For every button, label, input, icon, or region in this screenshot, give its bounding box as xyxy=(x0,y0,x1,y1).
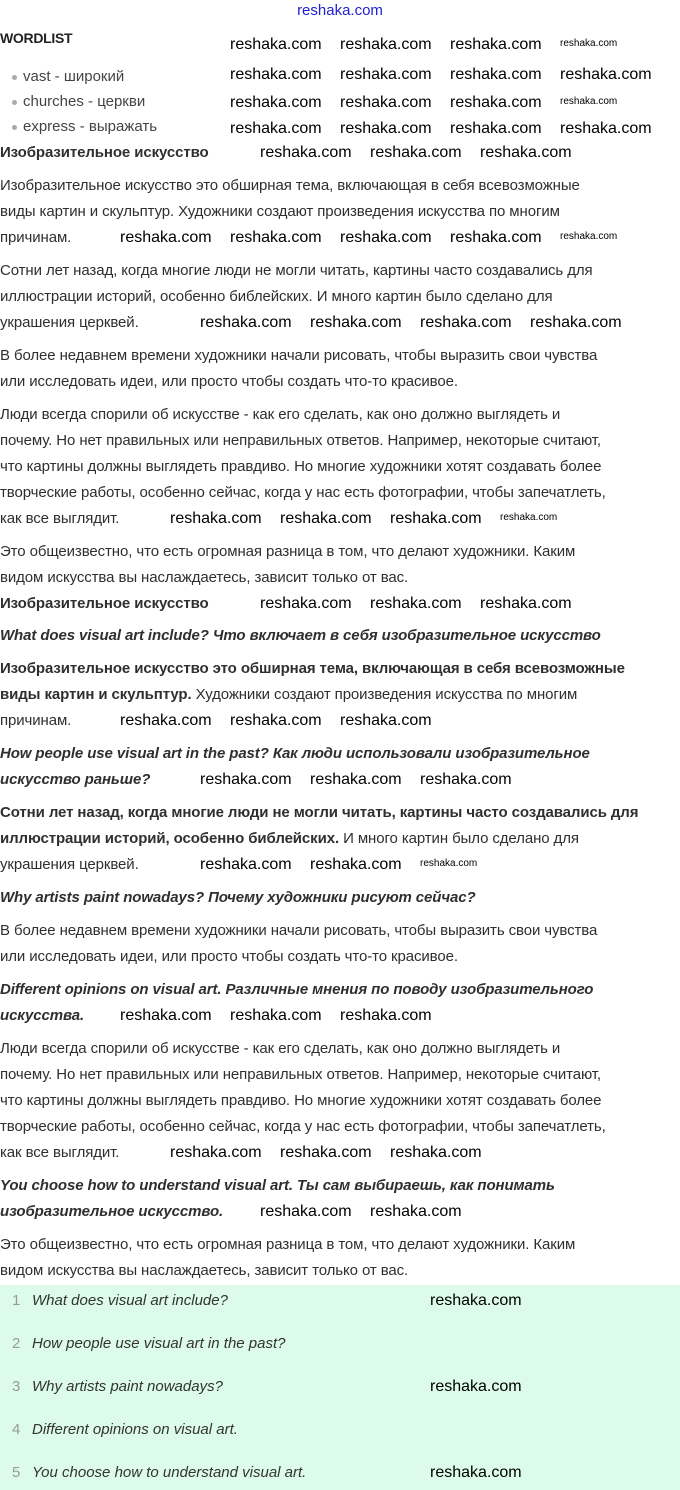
text-line xyxy=(0,852,139,878)
watermark: reshaka.com xyxy=(230,712,322,729)
question-number: 5 xyxy=(12,1464,21,1481)
watermark: reshaka.com xyxy=(560,96,618,107)
text-line xyxy=(0,741,590,767)
watermark: reshaka.com xyxy=(230,229,322,246)
watermark: reshaka.com xyxy=(120,229,212,246)
regular-text: украшения церквей. xyxy=(0,314,139,331)
watermark: reshaka.com xyxy=(390,1144,482,1161)
text-line xyxy=(0,656,625,682)
regular-text: Люди всегда спорили об искусстве - как его сделать, как оно должно выглядеть и xyxy=(0,406,561,423)
section-heading xyxy=(0,140,209,166)
watermark: reshaka.com xyxy=(260,1203,352,1220)
watermark: reshaka.com xyxy=(370,144,462,161)
question-number: 4 xyxy=(12,1421,21,1438)
watermark: reshaka.com xyxy=(450,94,542,111)
question-item xyxy=(12,1288,228,1314)
watermark: reshaka.com xyxy=(450,229,542,246)
regular-text: или исследовать идеи, или просто чтобы создать что-то красивое. xyxy=(0,948,458,965)
regular-text: What does visual art include? Что включает в себя изобразительное искусство xyxy=(0,627,601,644)
watermark: reshaka.com xyxy=(280,1144,372,1161)
watermark: reshaka.com xyxy=(260,144,352,161)
regular-text: причинам. xyxy=(0,712,72,729)
regular-text: иллюстрации историй, особенно библейских. И много картин было сделано для xyxy=(0,288,553,305)
regular-text: Художники создают произведения искусства по многим xyxy=(191,686,578,703)
question-item xyxy=(12,1331,285,1357)
text-line xyxy=(0,199,560,225)
text-line xyxy=(0,310,139,336)
question-number: 2 xyxy=(12,1335,21,1352)
text-line xyxy=(0,428,601,454)
section-heading xyxy=(0,591,209,617)
regular-text: причинам. xyxy=(0,229,72,246)
regular-text: Изобразительное искусство xyxy=(0,595,209,612)
text-line xyxy=(0,1199,223,1225)
regular-text: В более недавнем времени художники начали рисовать, чтобы выразить свои чувства xyxy=(0,347,598,364)
regular-text: Это общеизвестно, что есть огромная разница в том, что делают художники. Каким xyxy=(0,1236,576,1253)
bullet-icon xyxy=(12,100,17,105)
question-number: 1 xyxy=(12,1292,21,1309)
question-item xyxy=(12,1417,238,1443)
watermark: reshaka.com xyxy=(230,120,322,137)
text-line xyxy=(0,708,71,734)
watermark: reshaka.com xyxy=(230,36,322,53)
watermark: reshaka.com xyxy=(530,314,622,331)
regular-text: почему. Но нет правильных или неправильных ответов. Например, некоторые считают, xyxy=(0,432,601,449)
watermark: reshaka.com xyxy=(310,856,402,873)
bullet-icon xyxy=(12,75,17,80)
watermark: reshaka.com xyxy=(340,66,432,83)
watermark: reshaka.com xyxy=(560,38,618,49)
question-text: Why artists paint nowadays? xyxy=(32,1378,223,1395)
watermark: reshaka.com xyxy=(200,314,292,331)
wordlist-item xyxy=(12,114,157,139)
regular-text: украшения церквей. xyxy=(0,856,139,873)
paragraph xyxy=(0,539,575,591)
regular-text: How people use visual art in the past? Как люди использовали изобразительное xyxy=(0,745,590,762)
paragraph xyxy=(0,343,597,395)
text-line xyxy=(0,1173,555,1199)
regular-text: изобразительное искусство. xyxy=(0,1203,224,1220)
watermark: reshaka.com xyxy=(500,512,558,523)
question-item xyxy=(12,1374,223,1400)
watermark: reshaka.com xyxy=(310,771,402,788)
text-line xyxy=(0,140,209,166)
text-line xyxy=(0,1140,119,1166)
regular-text: почему. Но нет правильных или неправильных ответов. Например, некоторые считают, xyxy=(0,1066,601,1083)
watermark: reshaka.com xyxy=(430,1292,522,1309)
watermark: reshaka.com xyxy=(230,94,322,111)
regular-text: что картины должны выглядеть правдиво. Но многие художники хотят создавать более xyxy=(0,1092,602,1109)
watermark: reshaka.com xyxy=(230,1007,322,1024)
wordlist-title: WORDLIST xyxy=(0,30,73,46)
regular-text: Люди всегда спорили об искусстве - как его сделать, как оно должно выглядеть и xyxy=(0,1040,561,1057)
regular-text: как все выглядит. xyxy=(0,510,120,527)
question-text: How people use visual art in the past? xyxy=(32,1335,286,1352)
text-line xyxy=(0,800,638,826)
bold-text: виды картин и скульптур. xyxy=(0,686,192,703)
question-item xyxy=(12,1460,306,1486)
watermark: reshaka.com xyxy=(560,66,652,83)
question-heading xyxy=(0,885,476,911)
watermark: reshaka.com xyxy=(120,712,212,729)
text-line xyxy=(0,402,560,428)
text-line xyxy=(0,1114,606,1140)
watermark: reshaka.com xyxy=(120,1007,212,1024)
question-heading xyxy=(0,623,601,649)
wordlist-item-text: vast - широкий xyxy=(23,68,125,85)
watermark: reshaka.com xyxy=(170,1144,262,1161)
watermark: reshaka.com xyxy=(420,858,478,869)
text-line xyxy=(0,1258,408,1284)
watermark: reshaka.com xyxy=(480,144,572,161)
regular-text: творческие работы, особенно сейчас, когда у нас есть фотографии, чтобы запечатлеть, xyxy=(0,484,606,501)
regular-text: Это общеизвестно, что есть огромная разница в том, что делают художники. Каким xyxy=(0,543,576,560)
watermark: reshaka.com xyxy=(370,1203,462,1220)
regular-text: Изобразительное искусство это обширная тема, включающая в себя всевозможные xyxy=(0,177,580,194)
text-line xyxy=(0,369,458,395)
text-line xyxy=(0,918,597,944)
text-line xyxy=(0,173,580,199)
watermark-top: reshaka.com xyxy=(297,2,383,19)
text-line xyxy=(0,1036,560,1062)
text-line xyxy=(0,258,593,284)
watermark: reshaka.com xyxy=(560,231,618,242)
question-text: You choose how to understand visual art. xyxy=(32,1464,307,1481)
watermark: reshaka.com xyxy=(560,120,652,137)
text-line xyxy=(0,225,71,251)
text-line xyxy=(0,284,553,310)
watermark: reshaka.com xyxy=(340,94,432,111)
text-line xyxy=(0,565,408,591)
text-line xyxy=(0,944,458,970)
watermark: reshaka.com xyxy=(230,66,322,83)
watermark: reshaka.com xyxy=(420,771,512,788)
regular-text: В более недавнем времени художники начали рисовать, чтобы выразить свои чувства xyxy=(0,922,598,939)
watermark: reshaka.com xyxy=(310,314,402,331)
regular-text: как все выглядит. xyxy=(0,1144,120,1161)
watermark: reshaka.com xyxy=(340,712,432,729)
text-line xyxy=(0,885,476,911)
text-line xyxy=(0,343,597,369)
text-line xyxy=(0,1003,84,1029)
watermark: reshaka.com xyxy=(430,1378,522,1395)
text-line xyxy=(0,682,577,708)
regular-text: Сотни лет назад, когда многие люди не могли читать, картины часто создавались для xyxy=(0,262,593,279)
paragraph xyxy=(0,918,597,970)
watermark: reshaka.com xyxy=(280,510,372,527)
watermark: reshaka.com xyxy=(390,510,482,527)
wordlist xyxy=(12,64,157,139)
bullet-icon xyxy=(12,125,17,130)
regular-text: или исследовать идеи, или просто чтобы создать что-то красивое. xyxy=(0,373,458,390)
text-line xyxy=(0,767,150,793)
regular-text: Изобразительное искусство xyxy=(0,144,209,161)
watermark: reshaka.com xyxy=(370,595,462,612)
text-line xyxy=(0,591,209,617)
bold-text: Сотни лет назад, когда многие люди не могли читать, картины часто создавались для xyxy=(0,804,639,821)
watermark: reshaka.com xyxy=(340,1007,432,1024)
watermark: reshaka.com xyxy=(480,595,572,612)
text-line xyxy=(0,977,593,1003)
text-line xyxy=(0,826,579,852)
regular-text: что картины должны выглядеть правдиво. Но многие художники хотят создавать более xyxy=(0,458,602,475)
paragraph xyxy=(0,1232,575,1284)
text-line xyxy=(0,539,575,565)
watermark: reshaka.com xyxy=(450,66,542,83)
wordlist-item xyxy=(12,89,145,114)
regular-text: искусство раньше? xyxy=(0,771,151,788)
watermark: reshaka.com xyxy=(260,595,352,612)
watermark: reshaka.com xyxy=(450,120,542,137)
watermark: reshaka.com xyxy=(340,120,432,137)
wordlist-item-text: express - выражать xyxy=(23,118,158,135)
regular-text: виды картин и скульптур. Художники создают произведения искусства по многим xyxy=(0,203,560,220)
bold-text: иллюстрации историй, особенно библейских. xyxy=(0,830,340,847)
regular-text: Why artists paint nowadays? Почему художники рисуют сейчас? xyxy=(0,889,476,906)
text-line xyxy=(0,480,606,506)
regular-text: искусства. xyxy=(0,1007,85,1024)
text-line xyxy=(0,1062,601,1088)
text-line xyxy=(0,623,601,649)
regular-text: видом искусства вы наслаждаетесь, зависит только от вас. xyxy=(0,569,409,586)
regular-text: видом искусства вы наслаждаетесь, зависит только от вас. xyxy=(0,1262,409,1279)
watermark: reshaka.com xyxy=(170,510,262,527)
regular-text: You choose how to understand visual art. Ты сам выбираешь, как понимать xyxy=(0,1177,555,1194)
text-line xyxy=(0,1232,575,1258)
regular-text: Different opinions on visual art. Различные мнения по поводу изобразительного xyxy=(0,981,594,998)
question-text: Different opinions on visual art. xyxy=(32,1421,238,1438)
wordlist-item xyxy=(12,64,124,89)
text-line xyxy=(0,454,601,480)
question-number: 3 xyxy=(12,1378,21,1395)
watermark: reshaka.com xyxy=(430,1464,522,1481)
bold-text: Изобразительное искусство это обширная тема, включающая в себя всевозможные xyxy=(0,660,625,677)
watermark: reshaka.com xyxy=(340,36,432,53)
text-line xyxy=(0,1088,601,1114)
watermark: reshaka.com xyxy=(200,771,292,788)
wordlist-item-text: churches - церкви xyxy=(23,93,146,110)
watermark: reshaka.com xyxy=(420,314,512,331)
regular-text: И много картин было сделано для xyxy=(339,830,579,847)
regular-text: творческие работы, особенно сейчас, когда у нас есть фотографии, чтобы запечатлеть, xyxy=(0,1118,606,1135)
question-text: What does visual art include? xyxy=(32,1292,228,1309)
watermark: reshaka.com xyxy=(340,229,432,246)
watermark: reshaka.com xyxy=(450,36,542,53)
watermark: reshaka.com xyxy=(200,856,292,873)
text-line xyxy=(0,506,119,532)
